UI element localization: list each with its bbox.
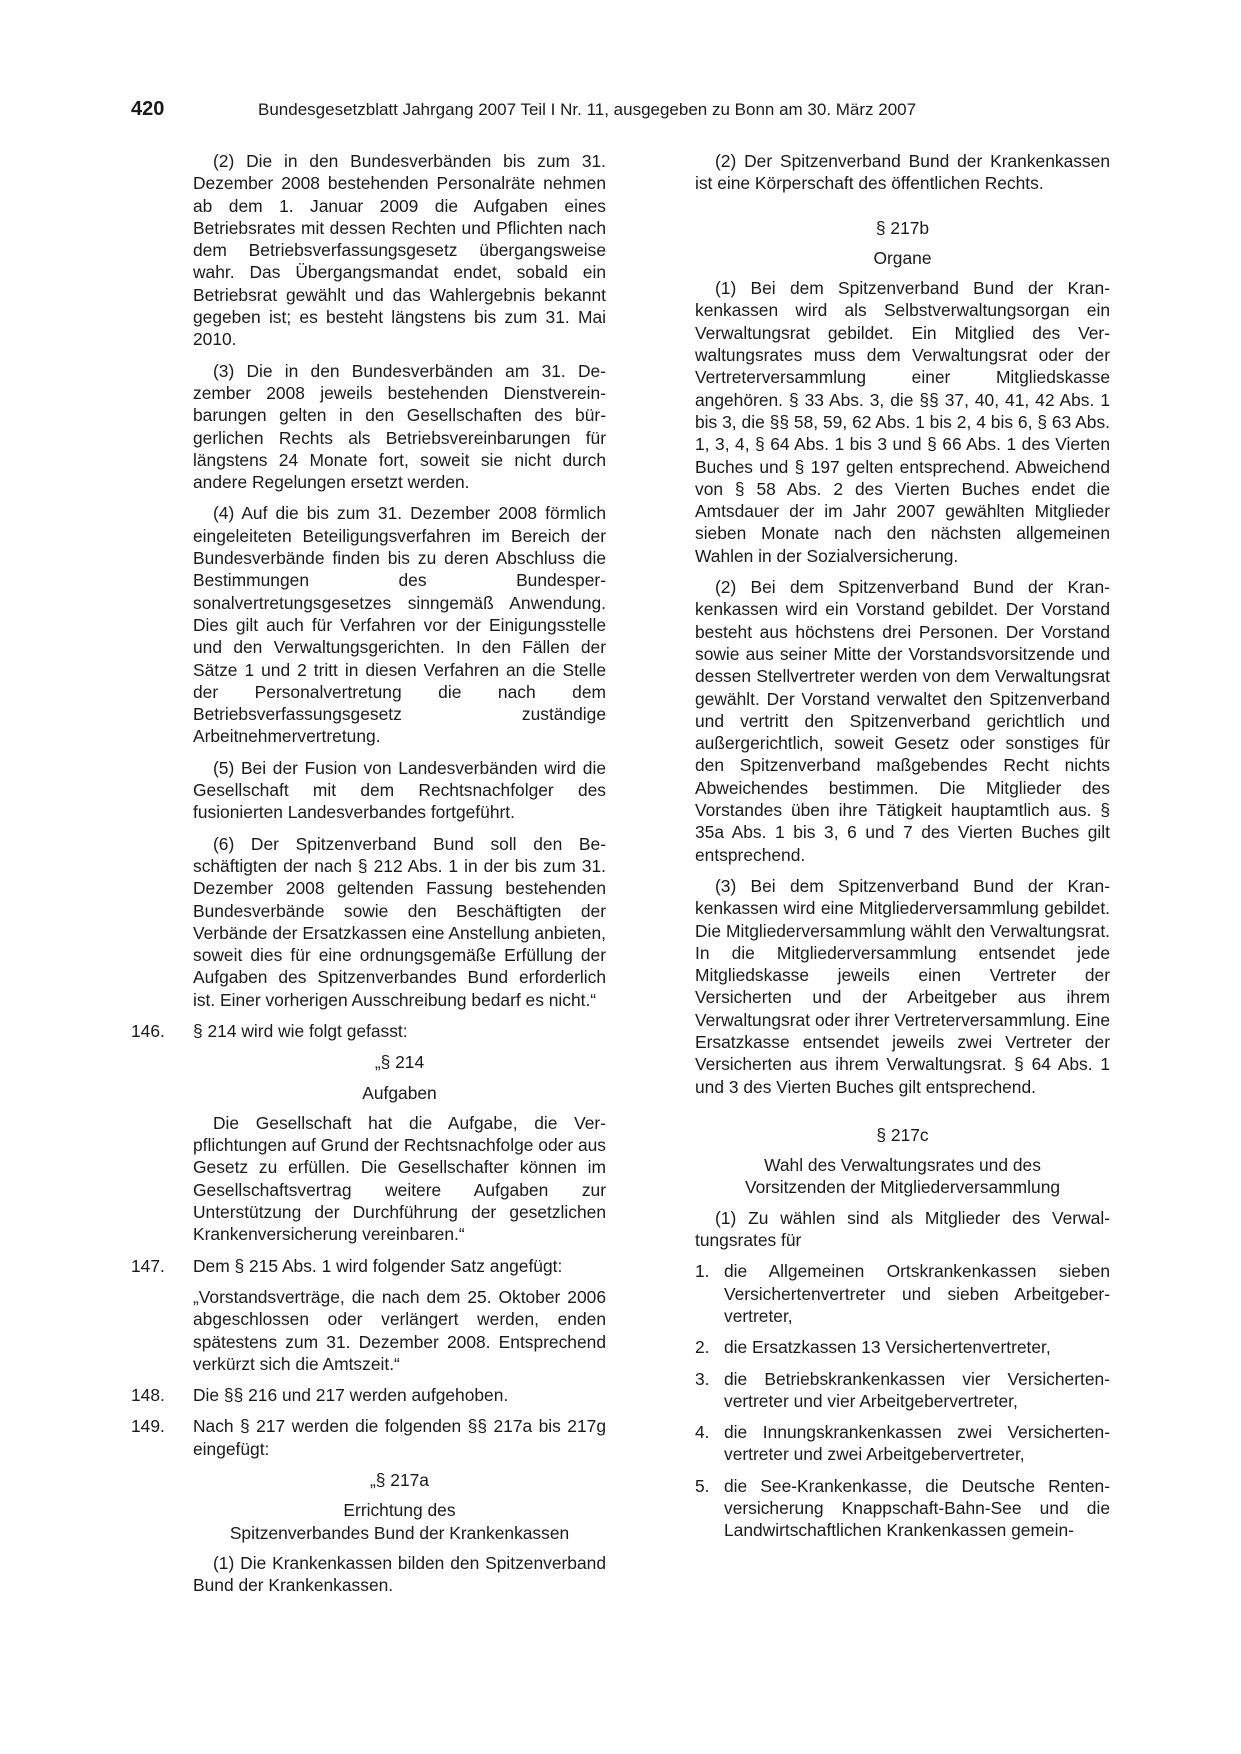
section-heading-217a: „§ 217a — [370, 1470, 429, 1491]
list-text: die Allgemeinen Ortskrankenkassen sieben Versichertenvertreter und sieben Arbeitgebervertreter, — [724, 1261, 1110, 1326]
list-text: die Innungskrankenkassen zwei Versichertenvertreter und zwei Arbeitgebervertreter, — [724, 1422, 1110, 1465]
amendment-item-148 — [131, 1384, 606, 1406]
left-column — [131, 150, 606, 1606]
section-heading-214: „§ 214 — [374, 1052, 425, 1073]
list-item — [695, 1475, 1110, 1542]
paragraph-2: (2) Die in den Bundesverbänden bis zum 31. Dezember 2008 bestehenden Personalräte nehmen ab dem 1. Januar 2009 die Aufgaben eines Betriebsrates mit dessen Rechten und Pflichten nach dem Betriebsverfassungsgesetz übergangsweise wahr. Das Übergangsmandat endet, sobald ein Betriebsrat gewählt und das Wahlergebnis bekannt gegeben ist; es besteht längstens bis zum 31. Mai 2010. — [193, 151, 606, 350]
section-217c-intro: (1) Zu wählen sind als Mitglieder des Verwaltungsrates für — [695, 1207, 1110, 1251]
section-217b-paragraph-3: (3) Bei dem Spitzenverband Bund der Krankenkassen wird eine Mitgliederversammlung gebildet. Die Mitgliederversammlung wählt den Verwaltungsrat. In die Mitgliederversammlung entsendet jede Mitgliedskasse jeweils einen Vertreter der Versicherten und der Arbeitgeber aus ihrem Verwaltungsrat oder ihrer Vertreterversammlung. Eine Ersatzkasse entsendet jeweils zwei Vertreter der Versicherten aus ihrem Verwaltungsrat. § 64 Abs. 1 und 3 des Vierten Buches gilt entsprechend. — [695, 875, 1110, 1097]
list-text: die Betriebskrankenkassen vier Versichertenvertreter und vier Arbeitgebervertreter, — [724, 1368, 1110, 1411]
list-number: 5. — [695, 1475, 710, 1496]
list-number: 4. — [695, 1422, 710, 1443]
section-217a-paragraph-1: (1) Die Krankenkassen bilden den Spitzenverband Bund der Krankenkassen. — [193, 1552, 606, 1596]
running-title: Bundesgesetzblatt Jahrgang 2007 Teil I Nr. 11, ausgegeben zu Bonn am 30. März 2007 — [258, 100, 917, 119]
item-text: Dem § 215 Abs. 1 wird folgender Satz angefügt: — [193, 1255, 563, 1276]
section-217a-paragraph-2: (2) Der Spitzenverband Bund der Krankenkassen ist eine Körperschaft des öffentlichen Rechts. — [695, 151, 1110, 194]
list-number: 2. — [695, 1337, 710, 1358]
paragraph-3: (3) Die in den Bundesverbänden am 31. Dezember 2008 jeweils bestehenden Dienstvereinbarungen gelten in den Gesellschaften des bürgerlichen Rechts als Betriebsvereinbarungen für längstens 24 Monate fort, soweit sie nicht durch andere Regelungen ersetzt werden. — [193, 360, 606, 493]
section-217b-paragraph-2: (2) Bei dem Spitzenverband Bund der Krankenkassen wird ein Vorstand gebildet. Der Vorstand besteht aus höchstens drei Personen. Der Vorstand sowie aus seiner Mitte der Vorstandsvorsitzende und dessen Stellvertreter werden von dem Verwaltungsrat gewählt. Der Vorstand verwaltet den Spitzenverband und vertritt den Spitzenverband gerichtlich und außergerichtlich, soweit Gesetz oder sonstiges für den Spitzenverband maßgebendes Recht nichts Abweichendes bestimmen. Die Mitglieder des Vorstandes üben ihre Tätigkeit hauptamtlich aus. § 35a Abs. 1 bis 3, 6 und 7 des Vierten Buches gilt entsprechend. — [695, 577, 1110, 865]
amendment-item-146 — [131, 1020, 606, 1042]
section-heading-217b: § 217b — [875, 217, 930, 238]
list-item — [695, 1421, 1110, 1466]
section-title-aufgaben: Aufgaben — [362, 1082, 437, 1103]
paragraph-5: (5) Bei der Fusion von Landesverbänden wird die Gesellschaft mit dem Rechtsnachfolger des fusionierten Landesverbandes fortgeführt. — [193, 757, 606, 823]
paragraph-4: (4) Auf die bis zum 31. Dezember 2008 förmlich eingeleiteten Beteiligungsverfahren im Bereich der Bundesverbände finden bis zu deren Abschluss die Bestimmungen des Bundespersonalvertretungsgesetzes sinngemäß Anwendung. Dies gilt auch für Verfahren vor der Einigungsstelle und den Verwaltungsgerichten. In den Fällen der Sätze 1 und 2 tritt in diesen Verfahren an die Stelle der Personalvertretung die nach dem Betriebsverfassungsgesetz zuständige Arbeitnehmervertretung. — [193, 503, 606, 747]
section-title-line-2: Vorsitzenden der Mitgliederversammlung — [744, 1177, 1061, 1198]
amendment-item-149 — [131, 1415, 606, 1460]
item-text: Die §§ 216 und 217 werden aufgehoben. — [193, 1385, 509, 1406]
page-header — [131, 98, 1111, 128]
item-number: 148. — [131, 1385, 165, 1406]
list-number: 1. — [695, 1261, 710, 1282]
list-item — [695, 1336, 1110, 1358]
section-214-body: Die Gesellschaft hat die Aufgabe, die Verpflichtungen auf Grund der Rechtsnachfolge oder aus Gesetz zu erfüllen. Die Gesellschafter können im Gesellschaftsvertrag weitere Aufgaben zur Unterstützung der Durchführung der gesetzlichen Krankenversicherung vereinbaren.“ — [193, 1112, 606, 1245]
item-number: 146. — [131, 1020, 165, 1041]
list-number: 3. — [695, 1368, 710, 1389]
item-number: 149. — [131, 1416, 165, 1437]
section-title-line-1: Wahl des Verwaltungsrates und des — [764, 1155, 1041, 1176]
paragraph-6: (6) Der Spitzenverband Bund soll den Beschäftigten der nach § 212 Abs. 1 in der bis zum 31. Dezember 2008 geltenden Fassung bestehenden Bundesverbände sowie den Beschäftigten der Verbände der Ersatzkassen eine Anstellung anbieten, soweit dies für eine ordnungsgemäße Erfüllung der Aufgaben des Spitzenverbandes Bund erforderlich ist. Einer vorherigen Ausschreibung bedarf es nicht.“ — [193, 833, 606, 1010]
list-item — [695, 1260, 1110, 1327]
page-number: 420 — [131, 98, 165, 120]
item-text: § 214 wird wie folgt gefasst: — [193, 1020, 408, 1041]
quoted-sentence: „Vorstandsverträge, die nach dem 25. Oktober 2006 abgeschlossen oder verlängert werden, enden spätestens zum 31. Dezember 2008. Entsprechend verkürzt sich die Amtszeit.“ — [193, 1286, 606, 1374]
amendment-item-147 — [131, 1255, 606, 1277]
section-title-organe: Organe — [873, 247, 932, 268]
section-title-line-2: Spitzenverbandes Bund der Krankenkassen — [229, 1522, 570, 1543]
section-217b-paragraph-1: (1) Bei dem Spitzenverband Bund der Krankenkassen wird als Selbstverwaltungsorgan ein Verwaltungsrat gebildet. Ein Mitglied des Verwaltungsrates muss dem Verwaltungsrat oder der Vertreterversammlung einer Mitgliedskasse angehören. § 33 Abs. 3, die §§ 37, 40, 41, 42 Abs. 1 bis 3, die §§ 58, 59, 62 Abs. 1 bis 2, 4 bis 6, § 63 Abs. 1, 3, 4, § 64 Abs. 1 bis 3 und § 66 Abs. 1 des Vierten Buches und § 197 gelten entsprechend. Abweichend von § 58 Abs. 2 des Vierten Buches endet die Amtsdauer der im Jahr 2007 gewählten Mitglieder sieben Monate nach den nächsten allgemeinen Wahlen in der Sozialversicherung. — [695, 278, 1110, 566]
section-title-line-1: Errichtung des — [343, 1500, 456, 1521]
item-number: 147. — [131, 1255, 165, 1276]
list-item — [695, 1368, 1110, 1413]
item-text: Nach § 217 werden die folgenden §§ 217a bis 217g eingefügt: — [193, 1416, 606, 1459]
list-text: die See-Krankenkasse, die Deutsche Rentenversicherung Knappschaft-Bahn-See und die Landwirtschaftlichen Krankenkassen gemein- — [724, 1475, 1110, 1541]
section-heading-217c: § 217c — [876, 1124, 929, 1145]
right-column — [695, 150, 1110, 1551]
list-text: die Ersatzkassen 13 Versichertenvertreter, — [724, 1337, 1051, 1358]
